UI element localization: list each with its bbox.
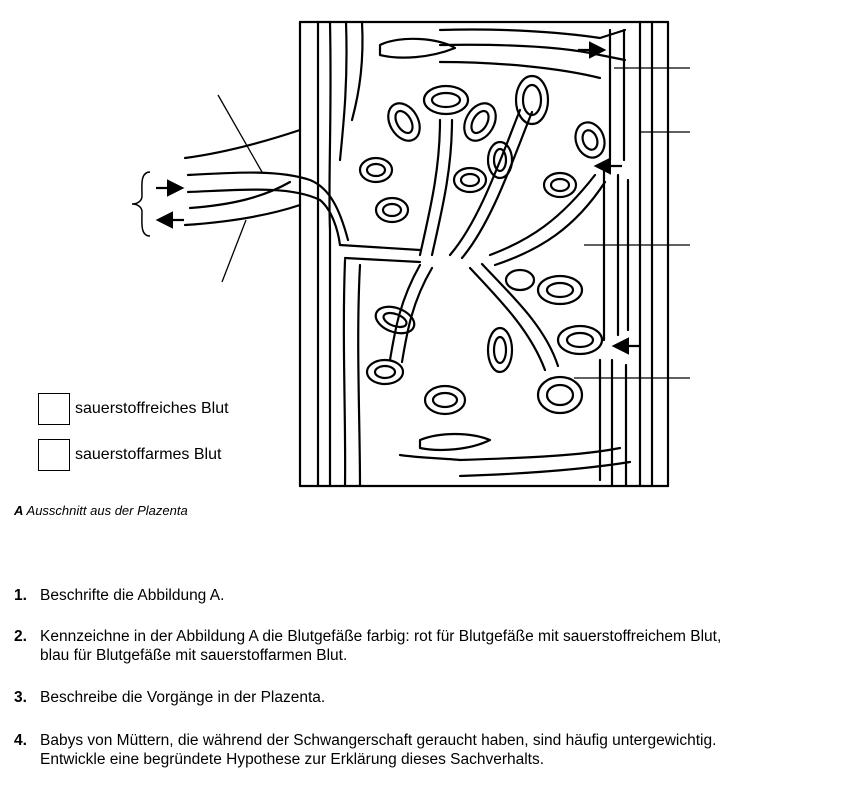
task-text-line: blau für Blutgefäße mit sauerstoffarmen Blut. <box>40 647 348 664</box>
legend-label: sauerstoffarmes Blut <box>75 446 222 463</box>
task-text <box>40 627 844 665</box>
task-text <box>40 731 844 769</box>
bottom-sinus <box>400 434 630 476</box>
task-number: 1. <box>14 587 27 604</box>
top-sinus <box>380 29 625 78</box>
task-number: 2. <box>14 628 27 645</box>
legend-label: sauerstoffreiches Blut <box>75 400 229 417</box>
task-text-line: Entwickle eine begründete Hypothese zur Erklärung dieses Sachverhalts. <box>40 751 545 768</box>
task-2 <box>14 627 844 665</box>
legend-color-box[interactable] <box>38 393 70 425</box>
legend-color-box[interactable] <box>38 439 70 471</box>
figure-label: A <box>14 503 24 518</box>
task-text: Beschrifte die Abbildung A. <box>40 587 225 604</box>
task-3 <box>14 688 844 707</box>
task-text-line: Babys von Müttern, die während der Schwangerschaft geraucht haben, sind häufig untergewichtig. <box>40 732 717 749</box>
task-4 <box>14 731 844 769</box>
umbilical-cord <box>185 130 420 262</box>
right-vessels <box>600 22 652 486</box>
figure-caption <box>14 503 188 518</box>
task-number: 4. <box>14 732 27 749</box>
legend-item-oxygen-rich <box>38 393 229 425</box>
left-wall-layers <box>318 22 363 486</box>
brace <box>132 172 150 236</box>
figure-caption-text: Ausschnitt aus der Plazenta <box>26 503 188 518</box>
villous-tree <box>360 76 609 414</box>
task-1 <box>14 586 844 605</box>
task-number: 3. <box>14 689 27 706</box>
legend-item-oxygen-poor <box>38 439 221 471</box>
task-text: Beschreibe die Vorgänge in der Plazenta. <box>40 689 326 706</box>
task-text-line: Kennzeichne in der Abbildung A die Blutgefäße farbig: rot für Blutgefäße mit sauerstoffreichem Blut, <box>40 628 722 645</box>
leader-lines <box>218 68 690 378</box>
